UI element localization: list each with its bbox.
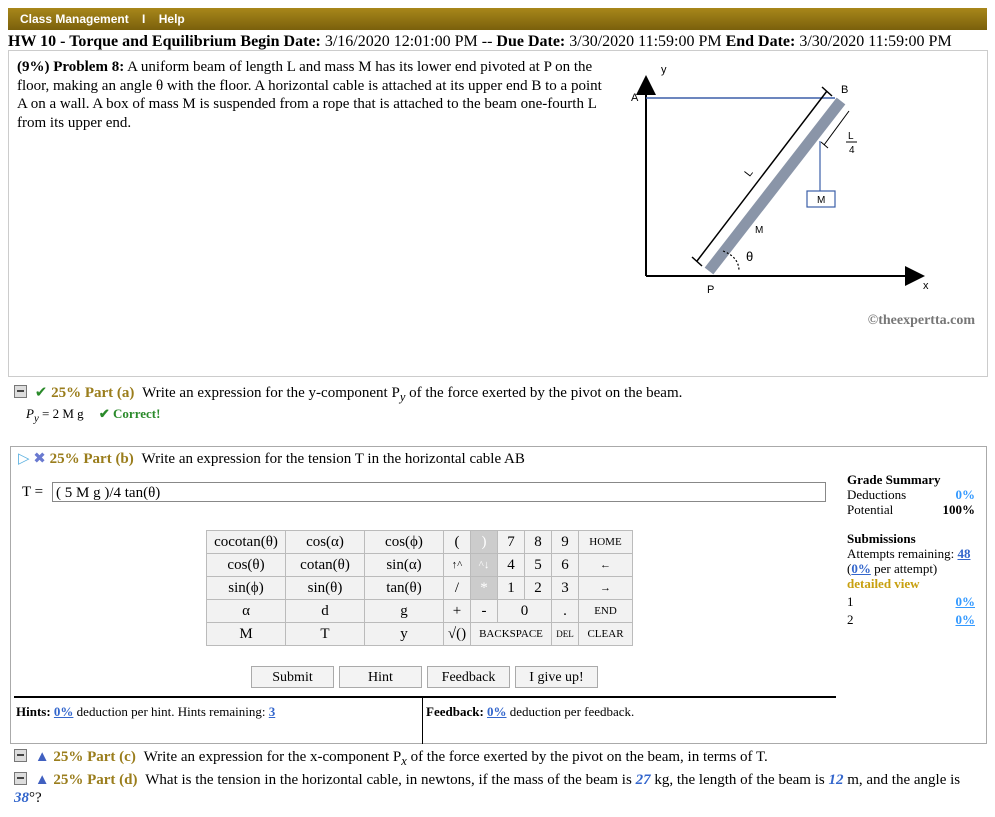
warning-icon: ▲ [34, 772, 50, 788]
grade-title: Grade Summary [847, 472, 941, 487]
feedback-pct[interactable]: 0% [487, 704, 507, 719]
x-mark-icon: ✖ [33, 451, 46, 467]
problem-weight: (9%) [17, 59, 50, 75]
key-dot[interactable]: . [552, 600, 579, 623]
key-var[interactable]: g [365, 600, 444, 623]
feedback-button[interactable]: Feedback [427, 666, 510, 688]
part-a-sub: y [399, 390, 406, 404]
keypad [206, 530, 633, 646]
hints-info [16, 704, 275, 720]
homework-title [8, 32, 988, 52]
attempts-label: Attempts remaining: [847, 546, 955, 561]
beam-length-label: L [742, 166, 756, 180]
submissions-title: Submissions [847, 531, 916, 546]
hint-button[interactable]: Hint [339, 666, 422, 688]
hint-divider [422, 698, 423, 744]
hints-label: Hints: [16, 704, 51, 719]
submission-number: 1 [847, 594, 854, 609]
point-p-label: P [707, 284, 715, 296]
part-c-prompt: Write an expression for the x-component P [143, 749, 402, 765]
key-2[interactable]: 2 [525, 577, 552, 600]
key-plus[interactable]: + [444, 600, 471, 623]
submission-value[interactable]: 0% [955, 594, 975, 609]
key-4[interactable]: 4 [498, 554, 525, 577]
key-fn[interactable]: cos(ϕ) [365, 531, 444, 554]
key-3[interactable]: 3 [552, 577, 579, 600]
problem-box [8, 50, 988, 377]
answer-input[interactable]: ( 5 M g )/4 tan(θ) [52, 482, 826, 502]
answer-lhs-label: T = [22, 484, 44, 500]
key-fn[interactable]: tan(θ) [365, 577, 444, 600]
part-a-pct: 25% Part (a) [51, 385, 135, 401]
key-fn[interactable]: cos(θ) [207, 554, 286, 577]
key-var[interactable]: d [286, 600, 365, 623]
key-var[interactable]: T [286, 623, 365, 646]
correct-status: ✔ Correct! [98, 406, 161, 421]
collapse-icon[interactable] [14, 772, 27, 785]
due-label: Due Date: [496, 33, 566, 50]
play-icon[interactable]: ▷ [18, 451, 30, 467]
problem-statement [17, 58, 602, 132]
part-c-pct: 25% Part (c) [53, 749, 136, 765]
key-down[interactable]: ^↓ [471, 554, 498, 577]
warning-icon: ▲ [34, 749, 50, 765]
key-fn[interactable]: cotan(θ) [286, 554, 365, 577]
part-c-header [14, 748, 768, 770]
nav-separator: I [142, 12, 146, 26]
key-right[interactable]: → [579, 577, 633, 600]
key-home[interactable]: HOME [579, 531, 633, 554]
key-var[interactable]: y [365, 623, 444, 646]
feedback-info [426, 704, 634, 720]
key-backspace[interactable]: BACKSPACE [471, 623, 552, 646]
key-8[interactable]: 8 [525, 531, 552, 554]
beam-mass-value: 27 [635, 772, 651, 788]
key-left[interactable]: ← [579, 554, 633, 577]
due-date: 3/30/2020 11:59:00 PM [569, 33, 722, 50]
key-fn[interactable]: sin(θ) [286, 577, 365, 600]
part-d-text-3: m, and the [847, 772, 911, 788]
part-d-text-5: °? [29, 790, 42, 806]
part-a-prompt: Write an expression for the y-component P [142, 385, 400, 401]
part-b-header [18, 450, 525, 468]
end-date: 3/30/2020 11:59:00 PM [799, 33, 952, 50]
key-7[interactable]: 7 [498, 531, 525, 554]
date-dash: -- [481, 33, 493, 50]
key-var[interactable]: α [207, 600, 286, 623]
key-fn[interactable]: cos(α) [286, 531, 365, 554]
answer-rhs: = 2 M g [38, 406, 84, 421]
y-axis-label: y [661, 64, 667, 76]
hw-name: HW 10 - Torque and Equilibrium [8, 33, 237, 50]
hints-remaining[interactable]: 3 [268, 704, 276, 719]
checkmark-icon: ✔ [34, 385, 48, 401]
grade-summary [847, 472, 975, 627]
part-a-header [14, 384, 682, 406]
key-clear[interactable]: CLEAR [579, 623, 633, 646]
key-paren-close[interactable]: ) [471, 531, 498, 554]
per-attempt-open: ( [847, 561, 852, 576]
key-var[interactable]: M [207, 623, 286, 646]
deductions-label: Deductions [847, 487, 907, 502]
answer-lhs: P [26, 406, 34, 421]
attempts-remaining[interactable]: 48 [957, 546, 971, 561]
key-del[interactable]: DEL [552, 623, 579, 646]
key-multiply[interactable]: * [471, 577, 498, 600]
feedback-label: Feedback: [426, 704, 484, 719]
key-6[interactable]: 6 [552, 554, 579, 577]
part-c-sub: x [401, 754, 407, 768]
part-a-answer [26, 406, 160, 425]
problem-title: Problem 8: [53, 59, 125, 75]
part-b-prompt: Write an expression for the tension T in the horizontal cable AB [141, 451, 525, 467]
part-b-pct: 25% Part (b) [49, 451, 134, 467]
point-a-label: A [631, 92, 639, 104]
top-nav-bar [8, 8, 987, 30]
key-up[interactable]: ↑^ [444, 554, 471, 577]
hints-text: deduction per hint. Hints remaining: [76, 704, 266, 719]
x-axis-label: x [923, 280, 929, 292]
nav-help[interactable]: Help [158, 12, 185, 26]
part-c-prompt2: of the force exerted by the pivot on the beam, in terms of T. [406, 749, 768, 765]
key-minus[interactable]: - [471, 600, 498, 623]
hints-pct[interactable]: 0% [53, 704, 74, 719]
per-attempt-pct[interactable]: 0% [851, 561, 871, 576]
angle-label: θ [746, 249, 754, 264]
box-mass-label: M [817, 195, 826, 206]
submission-value[interactable]: 0% [955, 612, 975, 627]
key-end[interactable]: END [579, 600, 633, 623]
end-label: End Date: [725, 33, 796, 50]
per-attempt-text: per attempt) [874, 561, 938, 576]
deductions-value: 0% [955, 487, 975, 502]
submit-button[interactable]: Submit [251, 666, 334, 688]
part-d-header [14, 771, 984, 807]
problem-text: A uniform beam of length L and mass M has its lower end pivoted at P on the floor, making an angle θ with the floor. A horizontal cable is attached at its upper end B to a point A on a wall. A box of mass M is suspended from a rope that is attached to the beam one-fourth L from its upper end. [17, 59, 602, 131]
key-divide[interactable]: / [444, 577, 471, 600]
give-up-button[interactable]: I give up! [515, 666, 598, 688]
copyright: ©theexpertta.com [867, 313, 975, 328]
key-sqrt[interactable]: √() [444, 623, 471, 646]
point-b-label: B [841, 84, 849, 96]
collapse-icon[interactable] [14, 749, 27, 762]
key-0[interactable]: 0 [498, 600, 552, 623]
quarter-num: L [848, 131, 854, 142]
nav-class-management[interactable]: Class Management [20, 12, 129, 26]
detailed-view-link[interactable]: detailed view [847, 576, 920, 591]
part-d-pct: 25% Part (d) [53, 772, 138, 788]
submission-number: 2 [847, 612, 854, 627]
key-5[interactable]: 5 [525, 554, 552, 577]
part-d-text-1: What is the tension in the horizontal cable, in newtons, if the mass of the beam is [145, 772, 632, 788]
key-fn[interactable]: sin(ϕ) [207, 577, 286, 600]
beam-mass-label: M [755, 225, 764, 236]
key-paren-open[interactable]: ( [444, 531, 471, 554]
part-a-prompt2: of the force exerted by the pivot on the beam. [405, 385, 683, 401]
begin-label: Begin Date: [240, 33, 321, 50]
feedback-text: deduction per feedback. [509, 704, 635, 719]
quarter-den: 4 [849, 145, 855, 156]
beam [709, 101, 841, 271]
beam-diagram [621, 61, 941, 301]
potential-label: Potential [847, 502, 894, 517]
part-d-text-2: kg, the length of the beam is [654, 772, 825, 788]
collapse-icon[interactable] [14, 385, 27, 398]
answer-sub: y [33, 412, 39, 425]
key-9[interactable]: 9 [552, 531, 579, 554]
hint-feedback-bar [14, 696, 836, 744]
key-fn[interactable]: sin(α) [365, 554, 444, 577]
potential-value: 100% [942, 502, 975, 517]
angle-value: 38 [14, 790, 29, 806]
part-d-text-4: angle is [913, 772, 961, 788]
key-fn[interactable]: cocotan(θ) [207, 531, 286, 554]
key-1[interactable]: 1 [498, 577, 525, 600]
beam-length-value: 12 [828, 772, 844, 788]
begin-date: 3/16/2020 12:01:00 PM [324, 33, 478, 50]
